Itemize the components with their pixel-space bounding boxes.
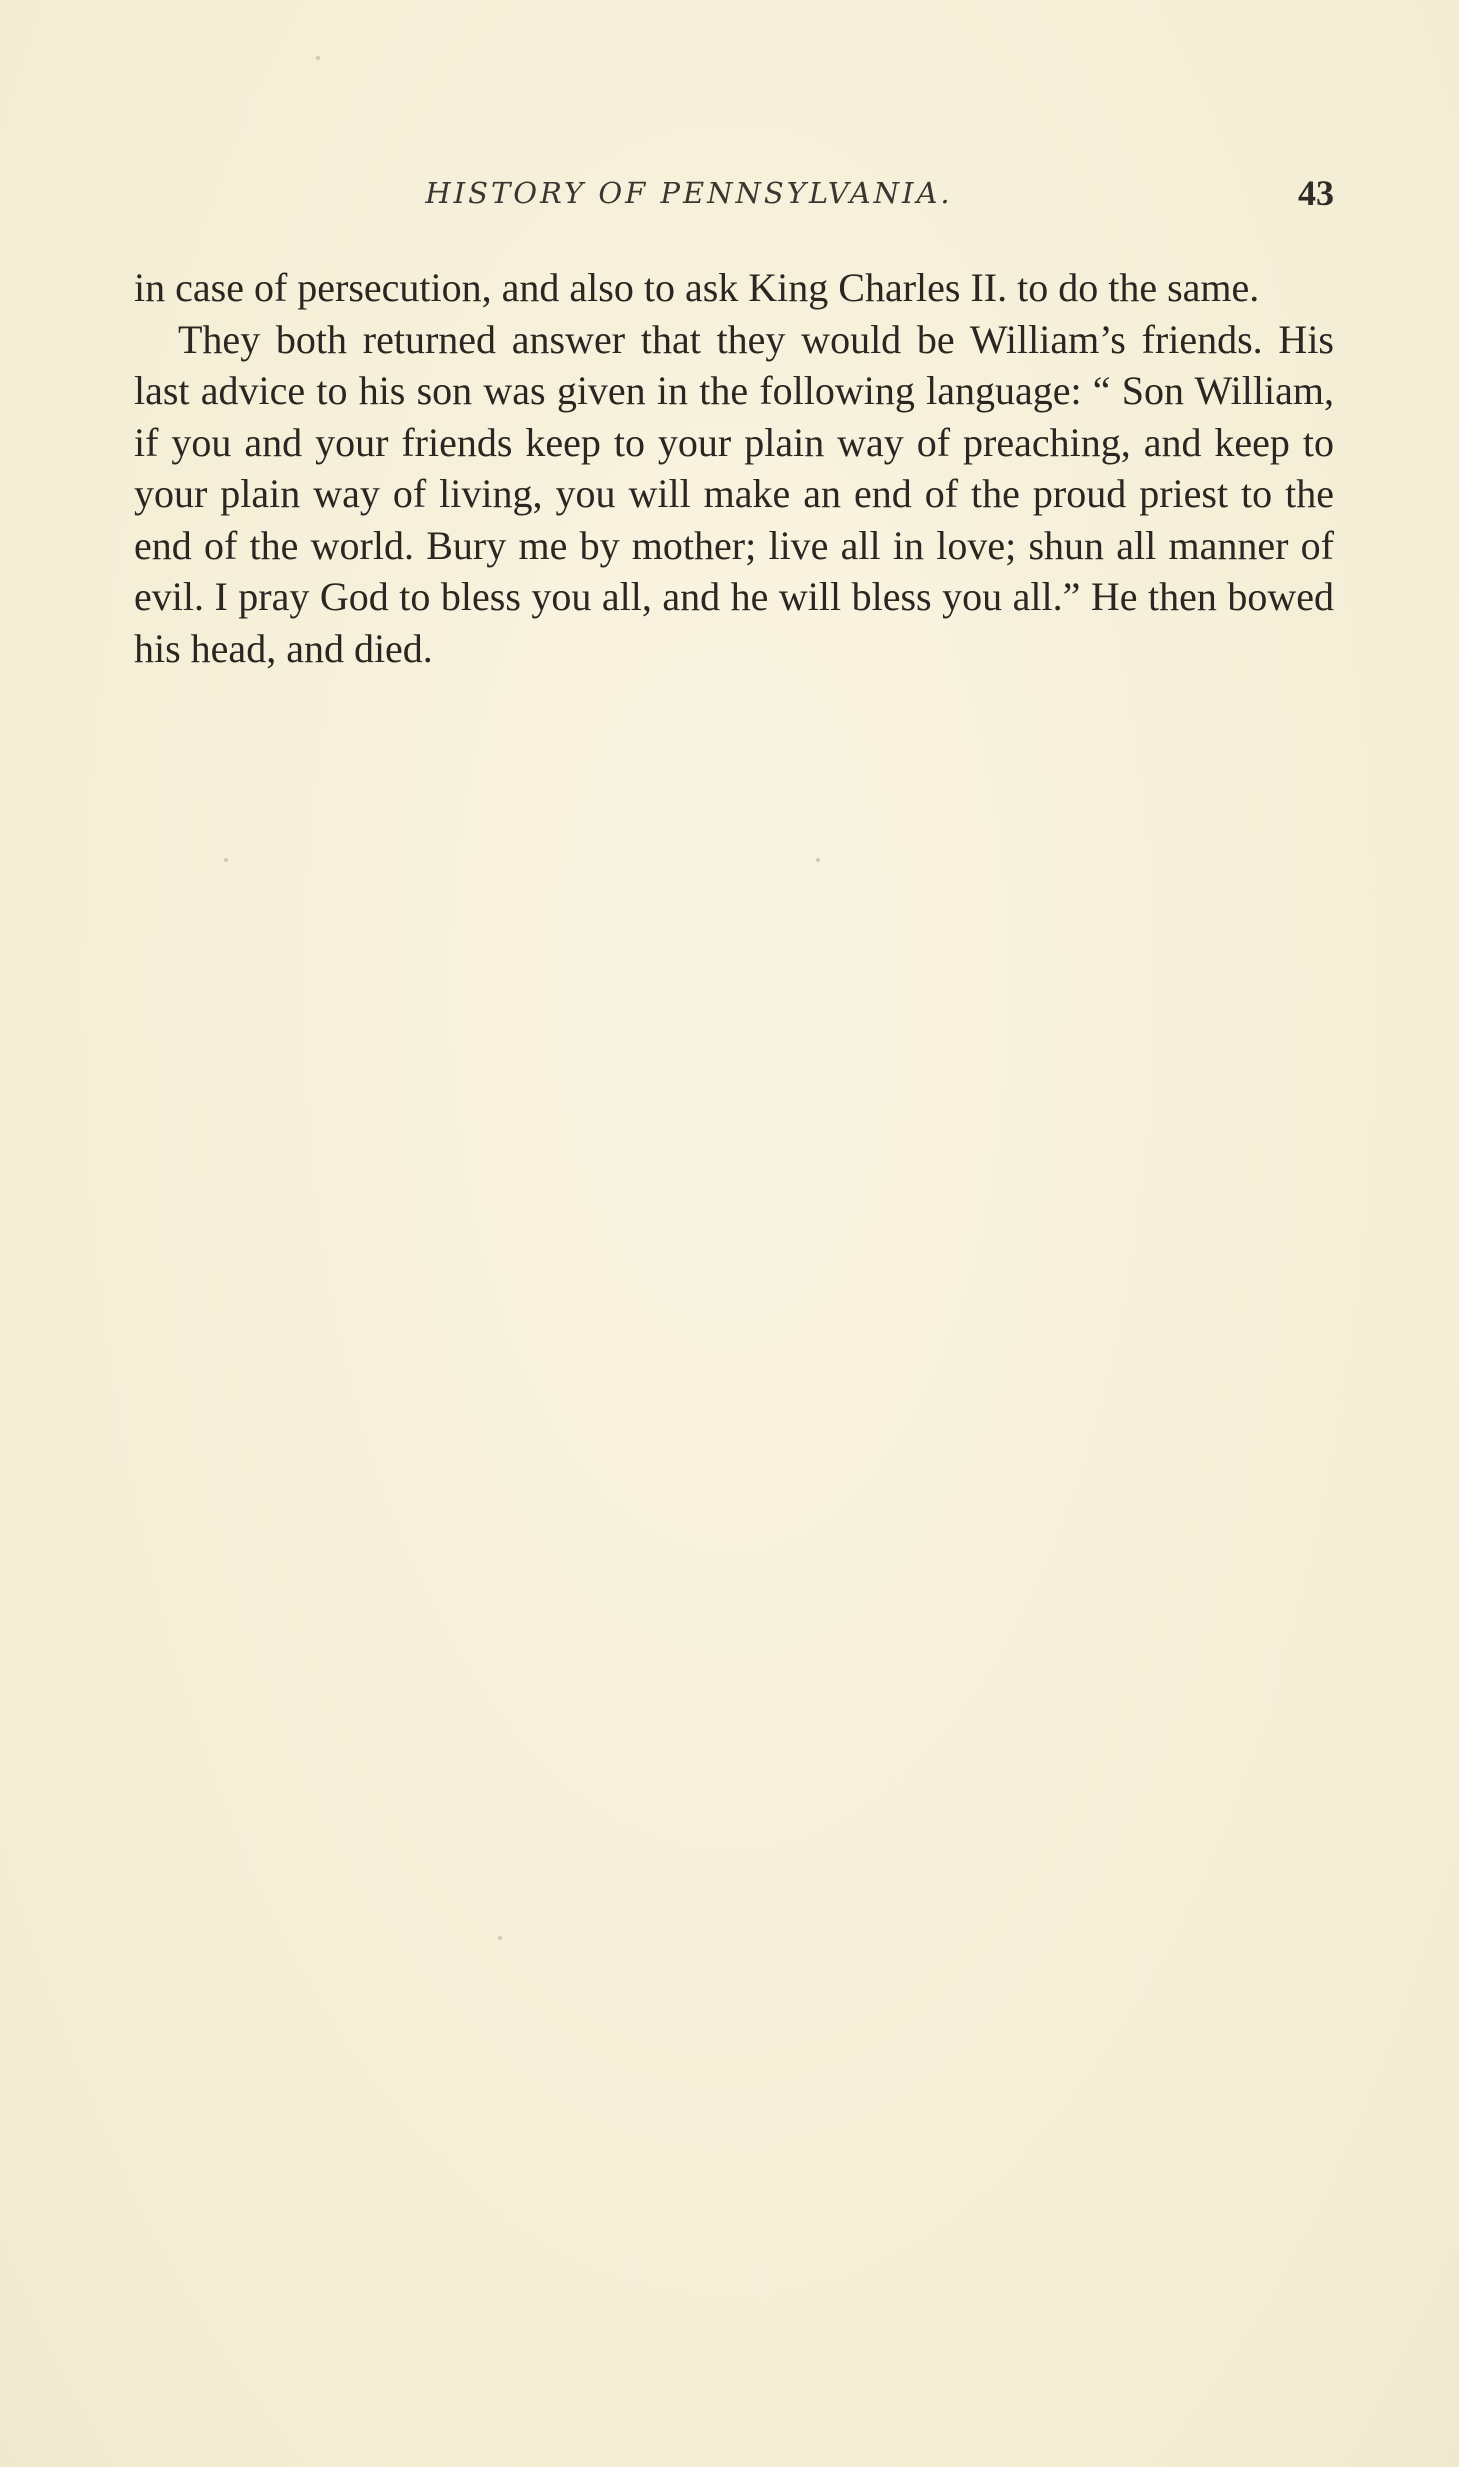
body-text — [134, 262, 1334, 674]
paragraph-2: They both returned answer that they would be William’s friends. His last advice to his son was given in the following language: “ Son William, if you and your friends keep to your plain way of preaching, and keep to your plain way of living, you will make an end of the proud priest to the end of the world. Bury me by mother; live all in love; shun all manner of evil. I pray God to bless you all, and he will bless you all.” He then bowed his head, and died. — [134, 316, 1334, 671]
paper-speck — [816, 858, 820, 862]
running-title: HISTORY OF PENNSYLVANIA. — [425, 176, 953, 210]
running-head — [134, 173, 1334, 220]
paper-speck — [316, 56, 320, 60]
page-number: 43 — [1298, 173, 1334, 213]
paper-speck — [224, 858, 228, 862]
paragraph-1: in case of persecution, and also to ask King Charles II. to do the same. — [134, 265, 1260, 310]
paper-speck — [498, 1936, 502, 1940]
